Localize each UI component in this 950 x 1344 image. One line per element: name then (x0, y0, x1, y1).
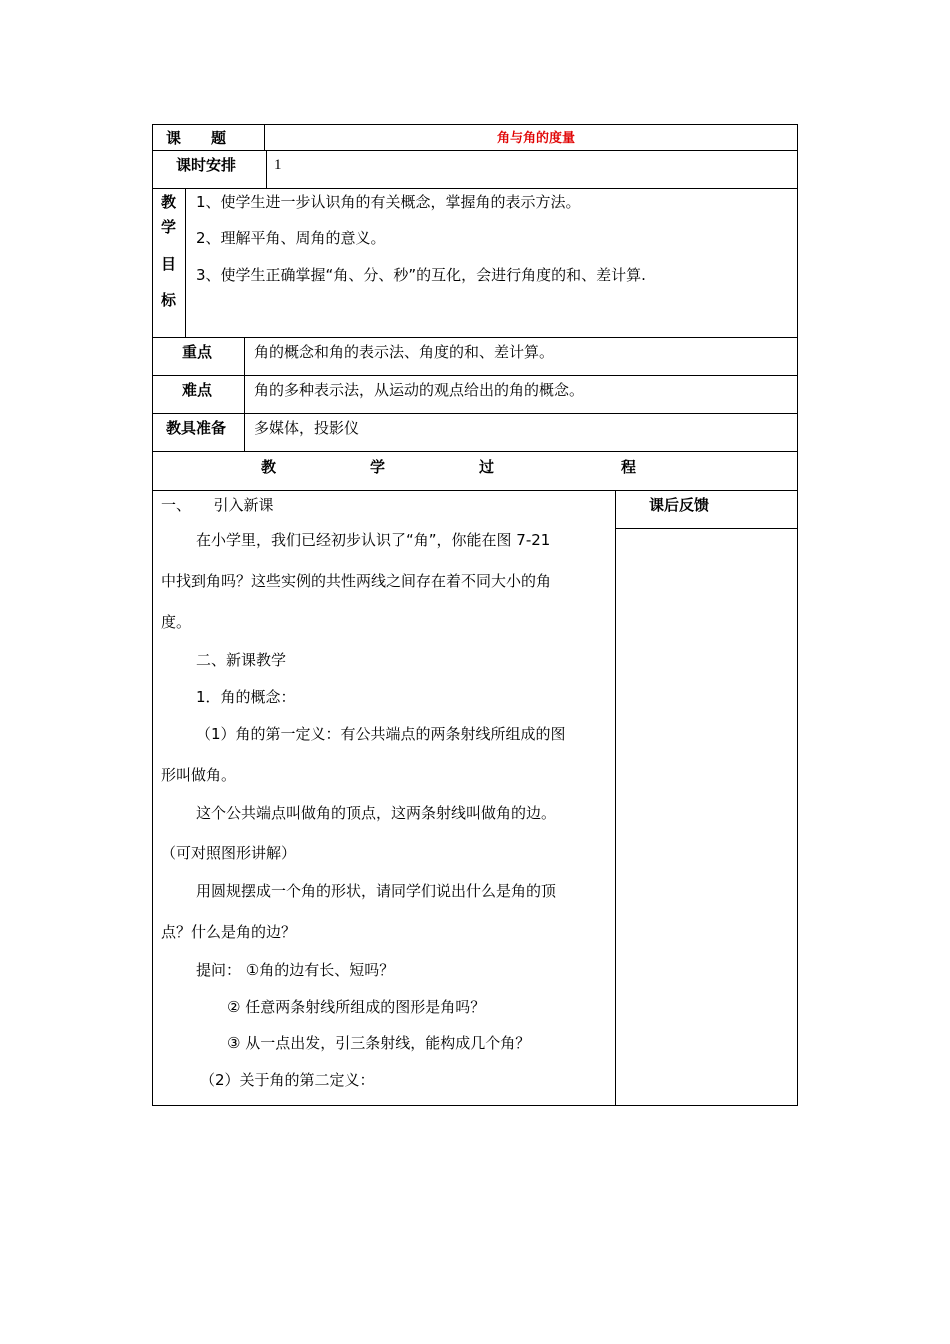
key-point-value: 角的概念和角的表示法、角度的和、差计算。 (254, 343, 555, 361)
body-line: ③ 从一点出发，引三条射线，能构成几个角？ (227, 1034, 531, 1052)
body-line: 形叫做角。 (161, 766, 237, 784)
materials-label: 教具准备 (166, 419, 227, 437)
process-heading-char: 学 (370, 458, 386, 476)
topic-label: 课 题 (166, 129, 227, 147)
difficulty-value: 角的多种表示法，从运动的观点给出的角的概念。 (254, 381, 585, 399)
body-line: 一、 引入新课 (161, 496, 274, 514)
divider (152, 375, 798, 376)
body-line: 中找到角吗？这些实例的共性两线之间存在着不同大小的角 (161, 572, 552, 590)
body-line: 提问： ①角的边有长、短吗？ (196, 961, 395, 979)
divider (152, 337, 798, 338)
body-line: （2）关于角的第二定义： (200, 1071, 375, 1089)
body-line: 二、新课教学 (196, 651, 287, 669)
feedback-label: 课后反馈 (649, 496, 710, 514)
difficulty-label: 难点 (182, 381, 213, 399)
divider (615, 490, 616, 1106)
body-line: 度。 (161, 613, 192, 631)
divider (152, 451, 798, 452)
process-heading-char: 教 (261, 458, 277, 476)
objectives-label-char: 目 (161, 255, 177, 273)
divider (185, 188, 186, 337)
divider (266, 150, 267, 188)
body-line: 用圆规摆成一个角的形状，请同学们说出什么是角的顶 (196, 882, 557, 900)
topic-value: 角与角的度量 (497, 131, 576, 146)
objective-item: 2、理解平角、周角的意义。 (196, 229, 386, 247)
objectives-label-char: 学 (161, 218, 177, 236)
process-heading-char: 程 (621, 458, 637, 476)
divider (615, 528, 798, 529)
body-line: 在小学里，我们已经初步认识了“角”，你能在图 7-21 (196, 531, 551, 549)
hours-label: 课时安排 (176, 156, 237, 174)
body-line: 点？什么是角的边？ (161, 923, 297, 941)
key-point-label: 重点 (182, 343, 213, 361)
divider (264, 124, 265, 150)
body-line: 这个公共端点叫做角的顶点，这两条射线叫做角的边。 (196, 804, 557, 822)
divider (152, 150, 798, 151)
objectives-label-char: 教 (161, 193, 177, 211)
divider (244, 337, 245, 451)
materials-value: 多媒体，投影仪 (254, 419, 360, 437)
objective-item: 1、使学生进一步认识角的有关概念，掌握角的表示方法。 (196, 193, 581, 211)
objectives-label-char: 标 (161, 291, 177, 309)
objective-item: 3、使学生正确掌握“角、分、秒”的互化，会进行角度的和、差计算. (196, 266, 646, 284)
body-line: （1）角的第一定义：有公共端点的两条射线所组成的图 (196, 725, 566, 743)
divider (152, 490, 798, 491)
process-heading-char: 过 (479, 458, 495, 476)
hours-value: 1 (274, 157, 282, 173)
body-line: （可对照图形讲解） (161, 844, 297, 862)
divider (152, 188, 798, 189)
body-line: 1．角的概念： (196, 688, 296, 706)
body-line: ② 任意两条射线所组成的图形是角吗？ (227, 998, 486, 1016)
divider (152, 413, 798, 414)
